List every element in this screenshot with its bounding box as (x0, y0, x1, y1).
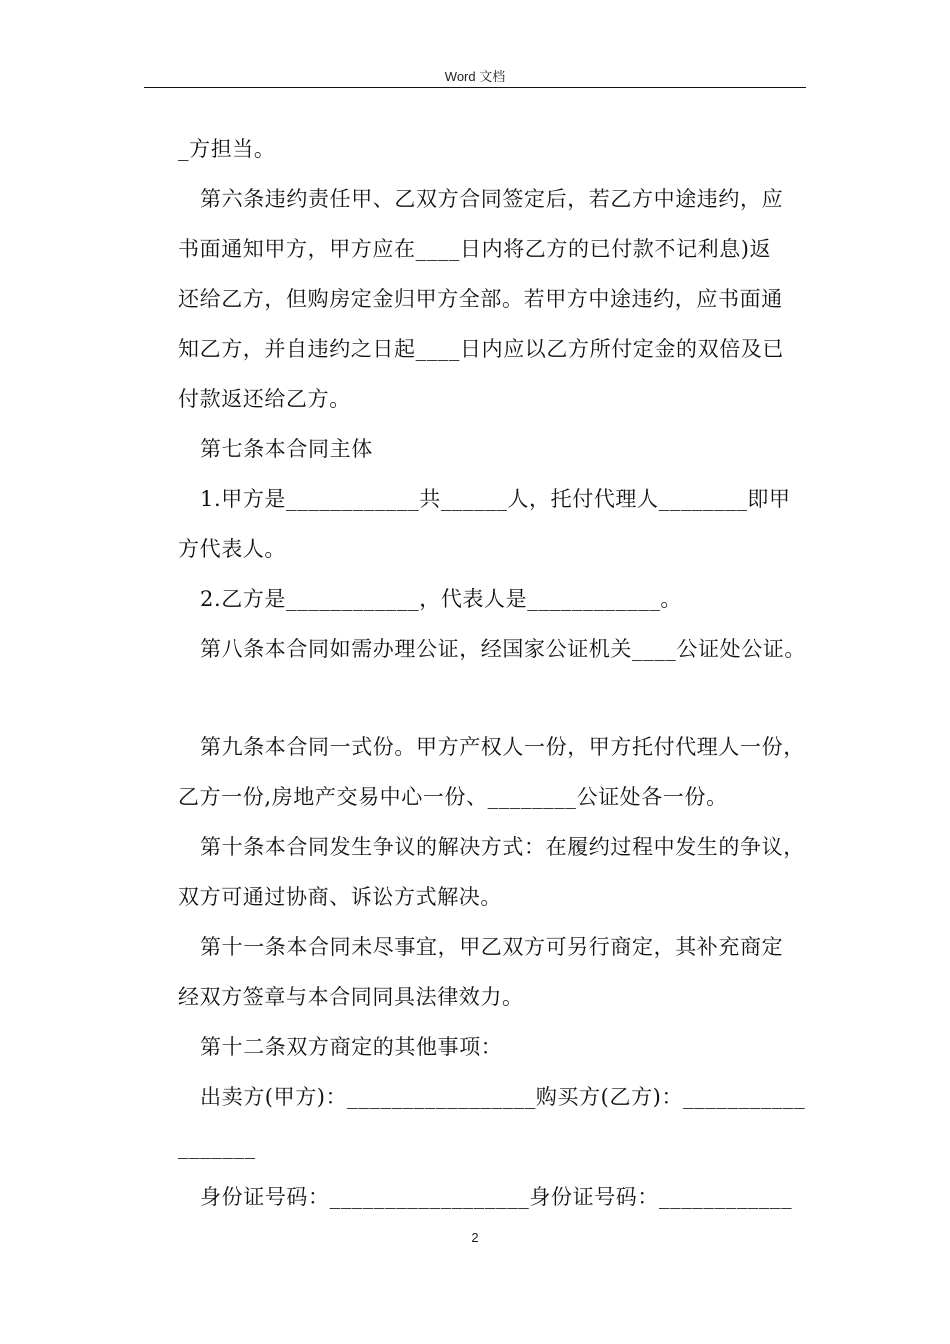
body-line: 2.乙方是____________，代表人是____________。 (200, 587, 683, 611)
body-line: 身份证号码：__________________身份证号码：____________ (200, 1185, 793, 1209)
body-line: 乙方一份,房地产交易中心一份、________公证处各一份。 (178, 785, 728, 809)
body-line: 第八条本合同如需办理公证，经国家公证机关____公证处公证。 (200, 637, 806, 661)
body-line: 书面通知甲方，甲方应在____日内将乙方的已付款不记利息)返 (178, 237, 772, 261)
page-header-title: Word 文档 (444, 69, 506, 84)
body-line: 第九条本合同一式份。甲方产权人一份，甲方托付代理人一份， (200, 735, 805, 759)
body-line: 经双方签章与本合同同具法律效力。 (178, 985, 524, 1009)
body-line: _方担当。 (178, 137, 276, 161)
body-line: 知乙方，并自违约之日起____日内应以乙方所付定金的双倍及已 (178, 337, 784, 361)
body-line: 付款返还给乙方。 (178, 387, 351, 411)
body-line: 第十条本合同发生争议的解决方式：在履约过程中发生的争议， (200, 835, 805, 859)
body-line: _______ (178, 1135, 256, 1159)
body-line: 出卖方(甲方)：_________________购买方(乙方)：___________ (200, 1085, 806, 1109)
body-line: 第六条违约责任甲、乙双方合同签定后，若乙方中途违约，应 (200, 187, 784, 211)
page-number: 2 (471, 1230, 479, 1245)
body-line: 第十一条本合同未尽事宜，甲乙双方可另行商定，其补充商定 (200, 935, 784, 959)
header-rule (144, 87, 806, 88)
body-line: 双方可通过协商、诉讼方式解决。 (178, 885, 502, 909)
body-line: 方代表人。 (178, 537, 286, 561)
body-line: 1.甲方是____________共______人，托付代理人________即甲 (200, 487, 791, 511)
body-line: 第七条本合同主体 (200, 437, 373, 461)
body-line: 还给乙方，但购房定金归甲方全部。若甲方中途违约，应书面通 (178, 287, 783, 311)
body-line: 第十二条双方商定的其他事项： (200, 1035, 503, 1059)
